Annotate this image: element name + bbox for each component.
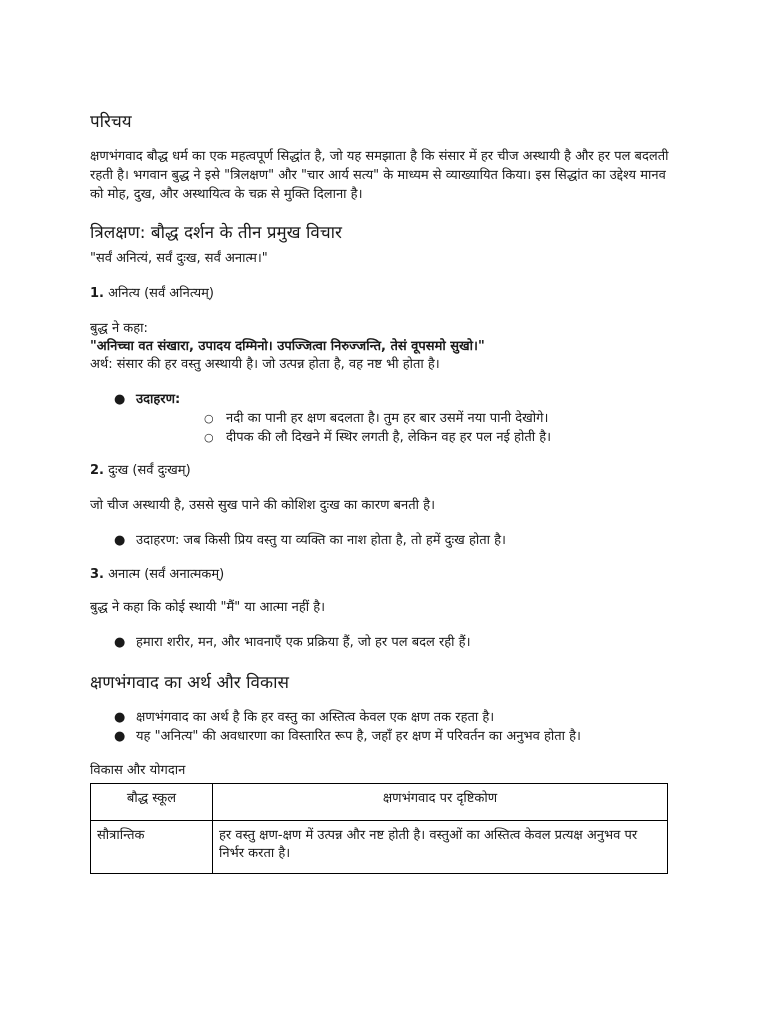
dukkha-example-label: उदाहरण: [136, 533, 180, 548]
schools-table [90, 783, 668, 874]
meaning-bullet-text: क्षणभंगवाद का अर्थ है कि हर वस्तु का अस्तित्व केवल एक क्षण तक रहता है। [136, 710, 495, 725]
circle-bullet-icon: ○ [204, 412, 214, 425]
list-item [90, 390, 551, 447]
column-header: बौद्ध स्कूल [91, 784, 213, 821]
anitya-title: अनित्य (सर्वं अनित्यम्) [108, 286, 214, 301]
bullet-icon: ● [114, 392, 126, 407]
anatma-text: बुद्ध ने कहा कि कोई स्थायी "मैं" या आत्मा नहीं है। [90, 600, 326, 615]
table-cell: सौत्रान्तिक [91, 821, 213, 874]
anatma-heading [90, 565, 224, 584]
trilakshan-quote: "सर्वं अनित्यं, सर्वं दुःख, सर्वं अनात्म।" [90, 251, 268, 266]
table-row [91, 821, 668, 874]
dukkha-number: 2. [90, 463, 104, 478]
dukkha-example-text: जब किसी प्रिय वस्तु या व्यक्ति का नाश होता है, तो हमें दुःख होता है। [183, 533, 506, 548]
anitya-number: 1. [90, 286, 104, 301]
bullet-icon: ● [114, 729, 126, 744]
anitya-body [90, 320, 485, 374]
list-item [90, 633, 471, 652]
list-item [90, 708, 581, 727]
list-item [90, 727, 581, 746]
anatma-bullet-text: हमारा शरीर, मन, और भावनाएँ एक प्रक्रिया हैं, जो हर पल बदल रही हैं। [136, 635, 471, 650]
dukkha-example-list [90, 531, 506, 550]
anitya-said: बुद्ध ने कहा: [90, 321, 148, 336]
dukkha-title: दुःख (सर्वं दुःखम्) [108, 463, 191, 478]
list-item [136, 409, 551, 428]
anatma-title: अनात्म (सर्वं अनात्मकम्) [108, 567, 225, 582]
anitya-example-text: नदी का पानी हर क्षण बदलता है। तुम हर बार उसमें नया पानी देखोगे। [226, 411, 549, 426]
section-heading-trilakshan: त्रिलक्षण: बौद्ध दर्शन के तीन प्रमुख विचार [90, 223, 342, 243]
anatma-number: 3. [90, 567, 104, 582]
bullet-icon: ● [114, 533, 126, 548]
anitya-example-text: दीपक की लौ दिखने में स्थिर लगती है, लेकिन वह हर पल नई होती है। [226, 430, 552, 445]
circle-bullet-icon: ○ [204, 431, 214, 444]
bullet-icon: ● [114, 710, 126, 725]
bullet-icon: ● [114, 635, 126, 650]
dukkha-text: जो चीज अस्थायी है, उससे सुख पाने की कोशिश दुःख का कारण बनती है। [90, 498, 436, 513]
meaning-bullet-text: यह "अनित्य" की अवधारणा का विस्तारित रूप है, जहाँ हर क्षण में परिवर्तन का अनुभव होता है। [136, 729, 581, 744]
anitya-meaning: अर्थ: संसार की हर वस्तु अस्थायी है। जो उत्पन्न होता है, वह नष्ट भी होता है। [90, 357, 440, 372]
section-heading-meaning: क्षणभंगवाद का अर्थ और विकास [90, 673, 289, 693]
list-item [90, 531, 506, 550]
dukkha-heading [90, 461, 191, 480]
anitya-heading [90, 284, 214, 303]
list-item [136, 428, 551, 447]
section-heading-intro: परिचय [90, 112, 132, 132]
anitya-example-label: उदाहरण: [136, 392, 181, 407]
anitya-example-list [90, 390, 551, 447]
table-header-row [91, 784, 668, 821]
intro-paragraph: क्षणभंगवाद बौद्ध धर्म का एक महत्वपूर्ण सिद्धांत है, जो यह समझाता है कि संसार में हर चीज अस्थायी है और हर पल बदलती रहती है। भगवान बुद्ध ने इसे "त्रिलक्षण" और "चार आर्य सत्य" के माध्यम से व्याख्यायित किया। इस सिद्धांत का उद्देश्य मानव को मोह, दुख, और अस्थायित्व के चक्र से मुक्ति दिलाना है। [90, 149, 669, 202]
anatma-list [90, 633, 471, 652]
anitya-pali-verse: "अनिच्चा वत संखारा, उपादय दम्मिनो। उपज्जित्वा निरुज्जन्ति, तेसं वूपसमो सुखो।" [90, 339, 485, 354]
development-caption: विकास और योगदान [90, 763, 186, 778]
table-cell: हर वस्तु क्षण-क्षण में उत्पन्न और नष्ट होती है। वस्तुओं का अस्तित्व केवल प्रत्यक्ष अनुभव पर निर्भर करता है। [213, 821, 668, 874]
meaning-list [90, 708, 581, 746]
anitya-sub-list [136, 409, 551, 447]
column-header: क्षणभंगवाद पर दृष्टिकोण [213, 784, 668, 821]
